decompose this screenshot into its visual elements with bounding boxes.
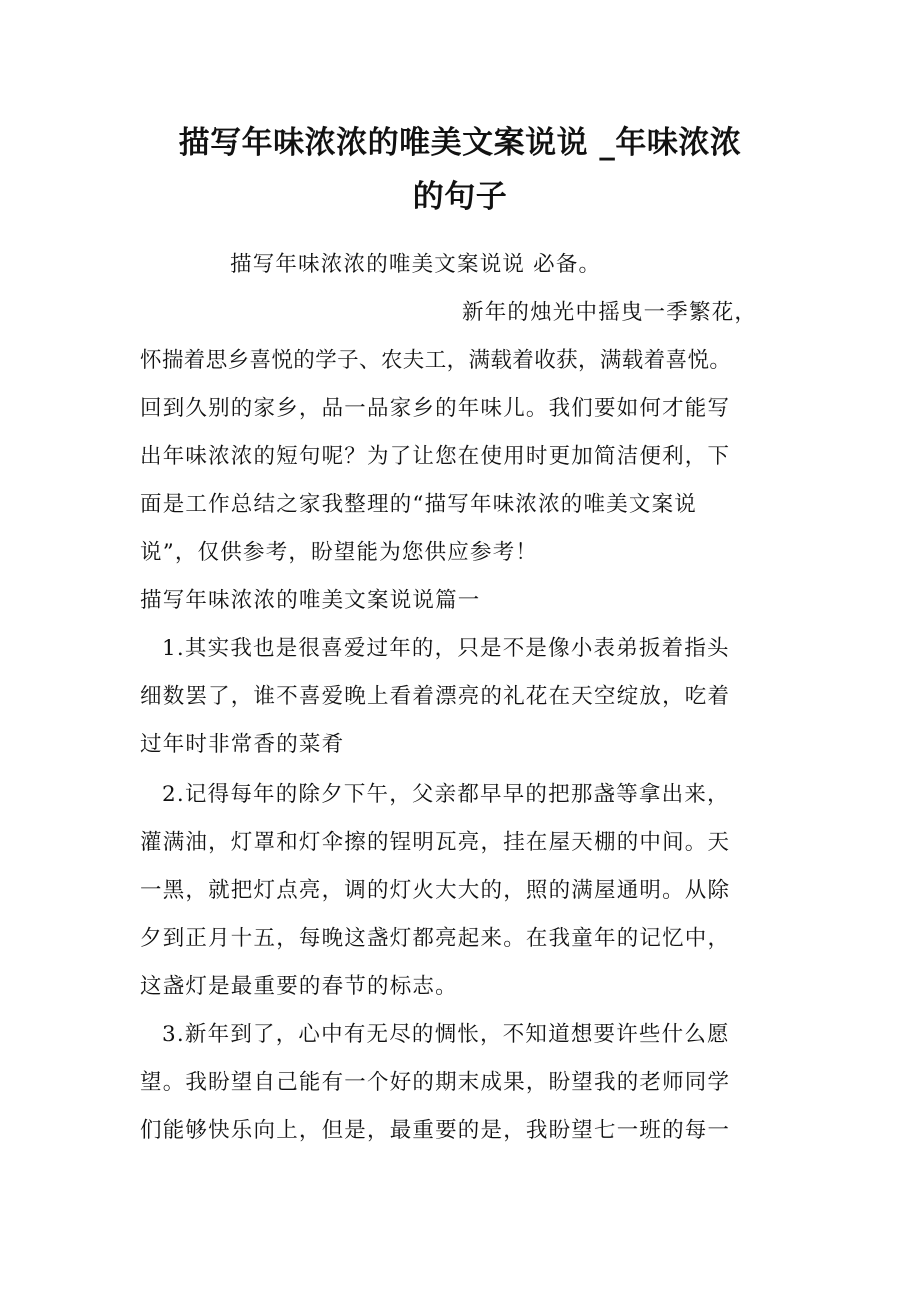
title-line-2: 的句子 bbox=[412, 179, 508, 215]
intro-line: 怀揣着思乡喜悦的学子、农夫工，满载着收获，满载着喜悦。 bbox=[140, 348, 732, 373]
list-item-line: 一黑，就把灯点亮，调的灯火大大的，照的满屋通明。从除 bbox=[140, 878, 731, 903]
intro-line: 面是工作总结之家我整理的“描写年味浓浓的唯美文案说 bbox=[140, 492, 697, 517]
list-item-line: 1.其实我也是很喜爱过年的，只是不是像小表弟扳着指头 bbox=[162, 636, 730, 661]
list-item-line: 这盏灯是最重要的春节的标志。 bbox=[140, 974, 458, 999]
list-item-line: 望。我盼望自己能有一个好的期末成果，盼望我的老师同学 bbox=[140, 1070, 731, 1095]
list-item-line: 细数罢了，谁不喜爱晚上看着漂亮的礼花在天空绽放，吃着 bbox=[140, 684, 731, 709]
list-item-line: 2.记得每年的除夕下午，父亲都早早的把那盏等拿出来， bbox=[162, 782, 730, 807]
list-item-line: 过年时非常香的菜肴 bbox=[140, 732, 345, 757]
list-item-line: 夕到正月十五，每晚这盏灯都亮起来。在我童年的记忆中， bbox=[140, 926, 731, 951]
intro-line: 说”，仅供参考，盼望能为您供应参考！ bbox=[140, 540, 539, 565]
section-heading: 描写年味浓浓的唯美文案说说篇一 bbox=[140, 588, 481, 613]
document-title bbox=[140, 116, 780, 224]
document-subtitle: 描写年味浓浓的唯美文案说说 必备。 bbox=[230, 252, 602, 277]
list-item-line: 灌满油，灯罩和灯伞擦的锃明瓦亮，挂在屋天棚的中间。天 bbox=[140, 830, 731, 855]
intro-line: 回到久别的家乡，品一品家乡的年味儿。我们要如何才能写 bbox=[140, 396, 731, 421]
intro-line: 新年的烛光中摇曳一季繁花， bbox=[462, 300, 758, 325]
intro-line: 出年味浓浓的短句呢？为了让您在使用时更加简洁便利，下 bbox=[140, 444, 731, 469]
list-item-line: 3.新年到了，心中有无尽的惆怅，不知道想要许些什么愿 bbox=[162, 1022, 730, 1047]
list-item-line: 们能够快乐向上，但是，最重要的是，我盼望七一班的每一 bbox=[140, 1118, 731, 1143]
title-line-1: 描写年味浓浓的唯美文案说说 _年味浓浓 bbox=[178, 125, 742, 161]
